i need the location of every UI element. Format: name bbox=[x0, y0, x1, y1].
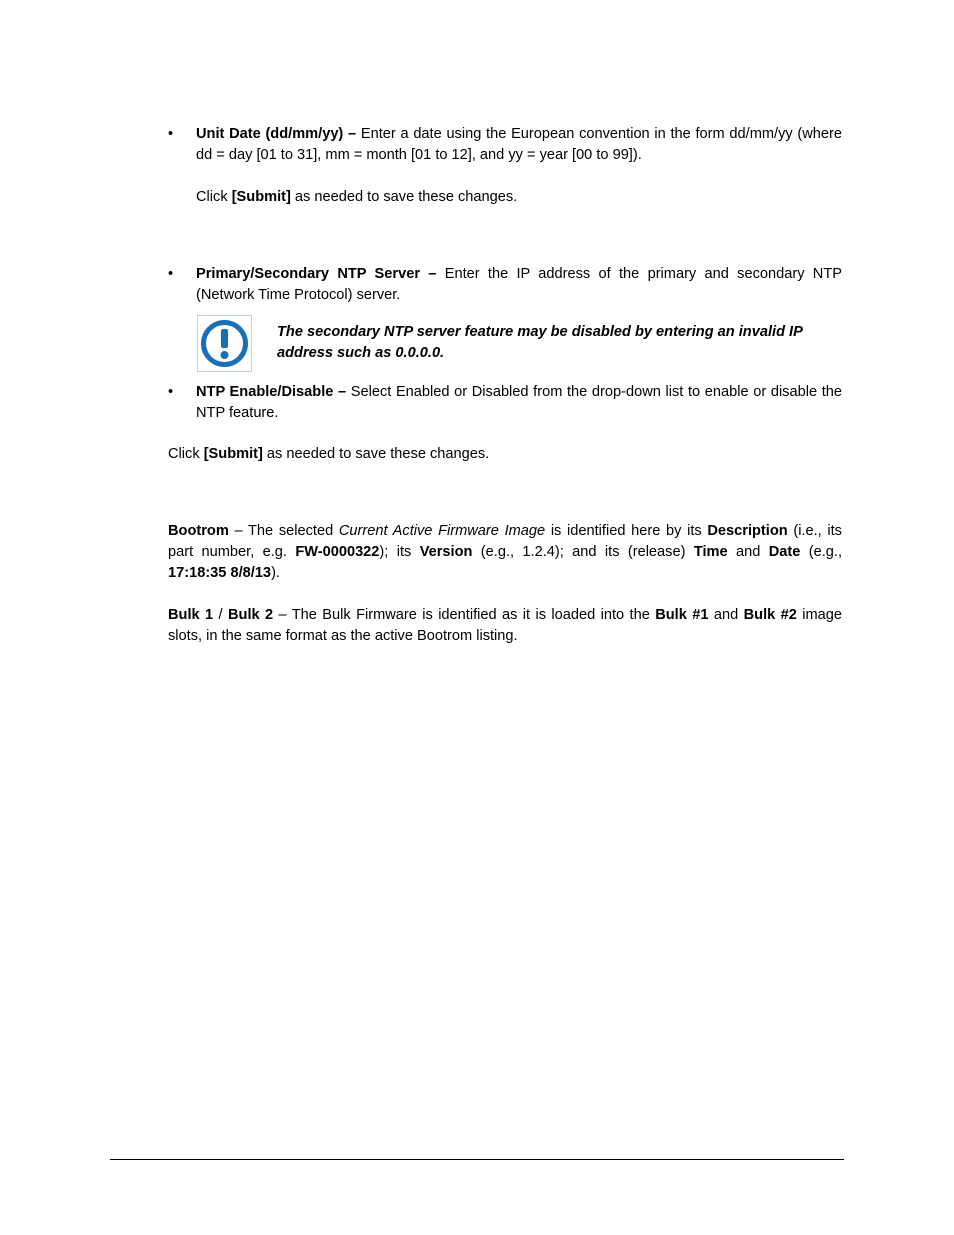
submit-reference: [Submit] bbox=[231, 189, 291, 205]
ntp-enable-label: NTP Enable/Disable – bbox=[196, 384, 347, 400]
bulk1-label: Bulk 1 bbox=[168, 607, 214, 623]
bulk-paragraph: Bulk 1 / Bulk 2 – The Bulk Firmware is identified as it is loaded into the Bulk #1 and Bulk #2 image slots, in the same format as the active Bootrom listing. bbox=[168, 607, 842, 644]
note-text: The secondary NTP server feature may be disabled by entering an invalid IP address such as 0.0.0.0. bbox=[277, 324, 803, 361]
ntp-submit-note: Click [Submit] as needed to save these changes. bbox=[168, 446, 490, 462]
footer-divider bbox=[110, 1159, 844, 1160]
ntp-enable-text: NTP Enable/Disable – Select Enabled or Disabled from the drop-down list to enable or disable the NTP feature. bbox=[196, 384, 842, 421]
bullet-unit-date bbox=[168, 124, 842, 166]
bullet-marker: • bbox=[168, 126, 174, 142]
unit-date-submit-note: Click [Submit] as needed to save these changes. bbox=[196, 189, 518, 205]
bootrom-paragraph: Bootrom – The selected Current Active Firmware Image is identified here by its Description (i.e., its part number, e.g. FW-0000322); its Version (e.g., 1.2.4); and its (release) Time and Date (e.g., 17:18:35 8/8/13). bbox=[168, 523, 843, 581]
bullet-ntp-server bbox=[168, 264, 842, 306]
bullet-marker: • bbox=[168, 384, 174, 400]
important-note-icon bbox=[197, 315, 252, 372]
ntp-server-label: Primary/Secondary NTP Server – bbox=[196, 266, 437, 282]
ntp-server-text: Primary/Secondary NTP Server – Enter the IP address of the primary and secondary NTP (Network Time Protocol) server. bbox=[196, 266, 842, 303]
submit-reference: [Submit] bbox=[203, 446, 263, 462]
bulk2-label: Bulk 2 bbox=[227, 607, 274, 623]
unit-date-text: Unit Date (dd/mm/yy) – Enter a date using the European convention in the form dd/mm/yy (where dd = day [01 to 31], mm = month [01 to 12], and yy = year [00 to 99]). bbox=[196, 126, 842, 163]
bootrom-label: Bootrom bbox=[168, 523, 229, 539]
bullet-marker: • bbox=[168, 266, 174, 282]
unit-date-label: Unit Date (dd/mm/yy) – bbox=[196, 126, 357, 142]
bullet-ntp-enable bbox=[168, 382, 842, 424]
